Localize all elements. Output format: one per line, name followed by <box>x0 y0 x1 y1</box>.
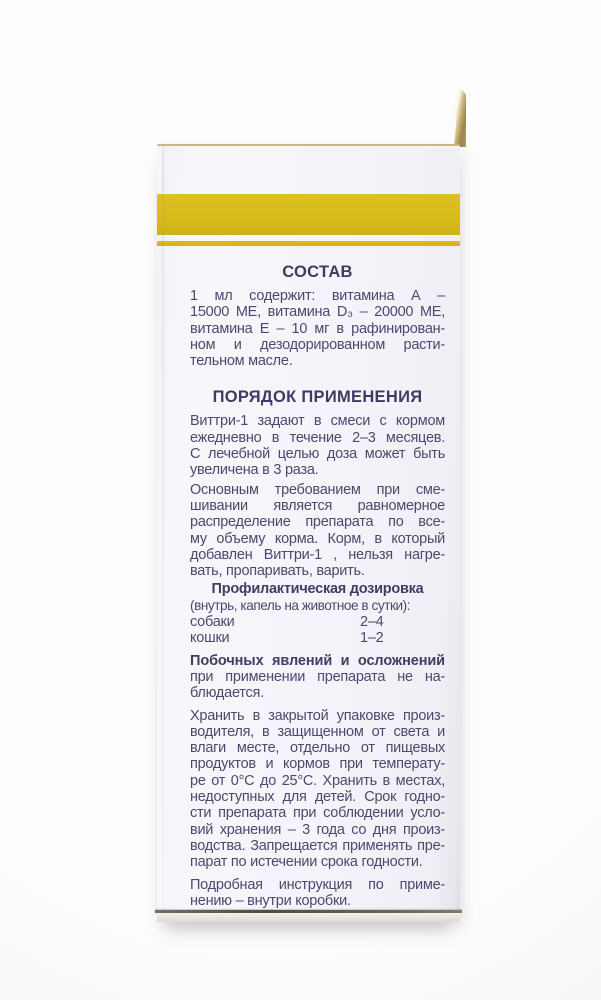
text-line: увеличена в 3 раза. <box>190 462 319 479</box>
text-line: сти препарата при соблюдении усло- <box>190 805 445 822</box>
text-line-bold: Побочных явлений и осложнений <box>190 652 445 669</box>
dosage-row <box>190 614 445 630</box>
text-line: продуктов и кормов при температу- <box>190 756 445 773</box>
text-line: Основным требованием при сме- <box>190 481 445 498</box>
text-line: 15000 МЕ, витамина D₃ – 20000 МЕ, <box>190 304 445 321</box>
text-line: водства. Запрещается применять пре- <box>190 837 445 854</box>
text-line: тельном масле. <box>190 353 293 370</box>
text-line: при применении препарата не на- <box>190 668 445 685</box>
text-line: вать, пропаривать, варить. <box>190 563 365 580</box>
text-line: ном и дезодорированном расти- <box>190 336 445 353</box>
text-line: Хранить в закрытой упаковке произ- <box>190 707 445 724</box>
text-line: недоступных для детей. Срок годно- <box>190 789 445 806</box>
text-line: вий хранения – 3 года со дня произ- <box>190 821 445 838</box>
text-line: ежедневно в течение 2–3 месяцев. <box>190 429 445 446</box>
text-line: распределение препарата по все- <box>190 514 445 531</box>
dosage-note: (внутрь, капель на животное в сутки): <box>190 597 411 613</box>
text-line: му объему корма. Корм, в который <box>190 530 445 547</box>
text-line: водителя, в защищенном от света и <box>190 723 445 740</box>
dosage-block <box>190 581 445 646</box>
usage-paragraph-1 <box>190 413 445 478</box>
text-line: витамина Е – 10 мг в рафинирован- <box>190 320 445 337</box>
text-line: влаги месте, отдельно от пищевых <box>190 740 445 757</box>
box-bottom-face <box>157 913 460 922</box>
usage-paragraph-2 <box>190 482 445 580</box>
side-effects-paragraph <box>190 653 445 702</box>
composition-heading: СОСТАВ <box>282 263 353 281</box>
storage-paragraph <box>190 708 445 871</box>
dosage-animal-label: кошки <box>190 630 230 647</box>
text-line: добавлен Виттри-1 , нельзя нагре- <box>190 546 445 563</box>
text-line: Подробная инструкция по приме- <box>190 876 445 893</box>
usage-heading: ПОРЯДОК ПРИМЕНЕНИЯ <box>212 388 423 407</box>
printed-text-area <box>157 246 460 909</box>
dosage-value: 2–4 <box>360 614 384 631</box>
text-line: 1 мл содержит: витамина А – <box>190 288 445 304</box>
text-line: нению – внутри коробки. <box>190 892 351 909</box>
dosage-value: 1–2 <box>360 630 384 647</box>
box-top-flap <box>450 86 466 147</box>
text-line: блюдается. <box>190 685 264 702</box>
dosage-title: Профилактическая дозировка <box>211 581 424 598</box>
dosage-row <box>190 630 445 646</box>
product-box-side-panel <box>157 144 460 922</box>
text-line: С лечебной целью доза может быть <box>190 446 445 463</box>
composition-paragraph <box>190 288 445 369</box>
dosage-animal-label: собаки <box>190 614 235 631</box>
text-line: парат по истечении срока годности. <box>190 854 423 871</box>
footer-paragraph <box>190 877 445 910</box>
text-line: Виттри-1 задают в смеси с кормом <box>190 413 445 430</box>
text-line: шивании является равномерное <box>190 497 445 514</box>
yellow-band <box>157 194 460 235</box>
text-line: ре от 0°С до 25°С. Хранить в местах, <box>190 772 445 789</box>
